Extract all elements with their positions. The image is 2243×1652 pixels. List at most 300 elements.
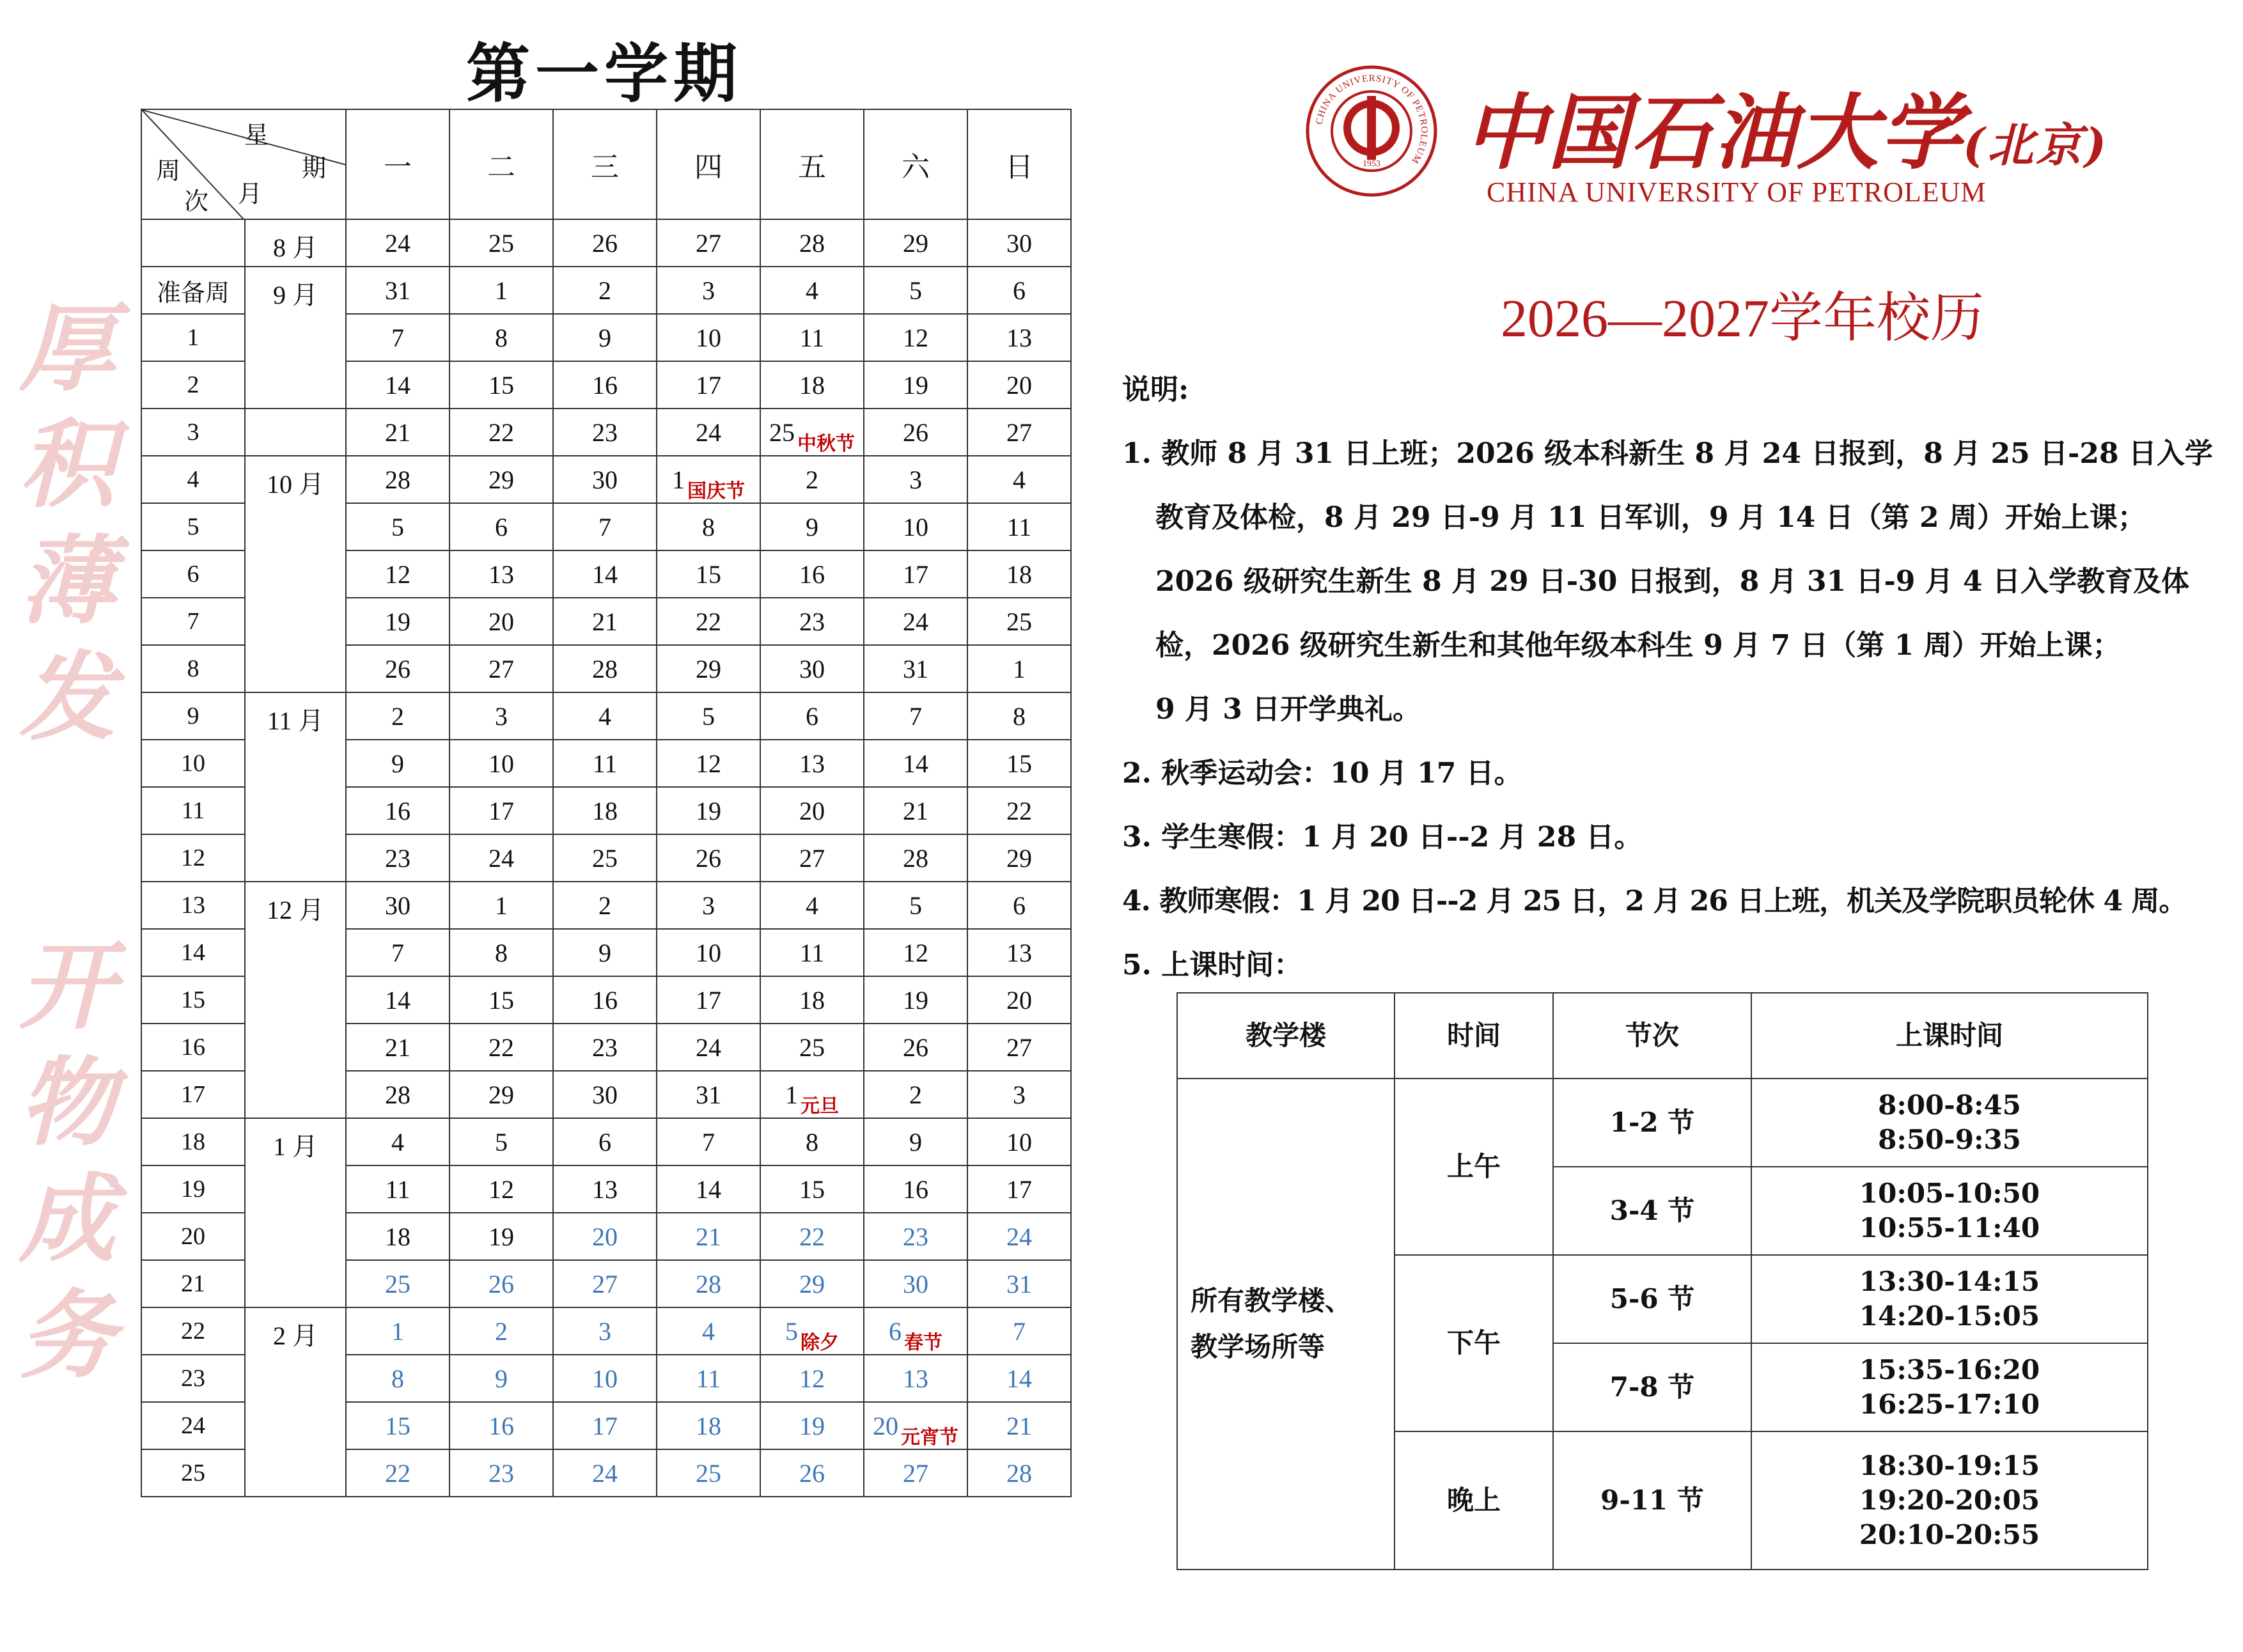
day-cell [657,929,760,976]
holiday-label: 春节 [904,1331,942,1354]
day-number: 16 [592,370,618,400]
svg-text:CHINA UNIVERSITY OF PETROLEUM: CHINA UNIVERSITY OF PETROLEUM [1314,73,1430,166]
day-number: 26 [799,1458,825,1488]
calendar-row [141,1307,1071,1355]
day-cell [346,1071,449,1118]
day-number: 7 [1013,1316,1026,1346]
day-number: 18 [592,796,618,825]
day-number: 17 [903,559,928,589]
day-number: 28 [385,1080,410,1109]
day-number: 16 [592,985,618,1015]
day-number: 18 [799,985,825,1015]
day-number: 14 [592,559,618,589]
holiday-label: 除夕 [801,1331,839,1354]
day-number: 10 [696,938,721,967]
day-cell [967,929,1071,976]
day-cell [553,882,657,929]
day-number: 25 [1006,607,1032,636]
week-number-cell: 1 [141,314,245,361]
day-number: 5 [785,1316,798,1346]
calendar-row [141,692,1071,740]
day-number: 2 [495,1316,508,1346]
week-number-cell: 25 [141,1449,245,1497]
day-cell [657,1071,760,1118]
day-number: 2 [598,891,611,920]
day-number: 6 [889,1316,902,1346]
day-cell [657,550,760,598]
day-number: 31 [1006,1269,1032,1298]
day-cell [760,314,864,361]
class-schedule-table [1176,992,2148,1570]
day-cell [967,1355,1071,1402]
weekday-header: 二 [449,109,553,219]
time-range: 10:05-10:50 [1859,1178,2040,1209]
day-number: 4 [598,701,611,731]
day-number: 25 [592,843,618,873]
day-number: 26 [385,654,410,683]
day-number: 26 [903,1032,928,1062]
day-number: 17 [696,370,721,400]
day-number: 19 [799,1411,825,1440]
day-number: 1 [495,891,508,920]
day-number: 27 [1006,417,1032,447]
day-cell [449,1260,553,1307]
day-cell [553,267,657,314]
day-cell [449,1071,553,1118]
day-number: 4 [391,1127,404,1157]
day-number: 7 [391,323,404,352]
day-number: 6 [495,512,508,542]
day-cell [864,1071,967,1118]
day-number: 5 [391,512,404,542]
day-number: 25 [488,228,514,258]
day-number: 22 [799,1222,825,1251]
day-cell [553,692,657,740]
day-cell [967,503,1071,550]
day-cell [346,1355,449,1402]
week-number-cell: 18 [141,1118,245,1165]
day-cell [449,1307,553,1355]
day-number: 9 [391,749,404,778]
day-number: 22 [1006,796,1032,825]
day-cell [657,314,760,361]
week-number-cell: 4 [141,456,245,503]
building-line: 教学场所等 [1191,1331,1325,1362]
schedule-period-cell: 下午 [1395,1255,1553,1431]
month-cell: 11 月 [245,692,346,882]
corner-label-xing: 星 [244,121,269,149]
schedule-section-cell: 7-8 节 [1553,1343,1751,1431]
day-cell [346,361,449,409]
week-number-cell: 14 [141,929,245,976]
schedule-section-cell: 3-4 节 [1553,1167,1751,1255]
day-number: 7 [702,1127,715,1157]
day-number: 30 [903,1269,928,1298]
day-number: 12 [488,1174,514,1204]
day-cell [553,645,657,692]
day-cell [346,1024,449,1071]
day-number: 11 [1006,512,1032,542]
day-cell [449,976,553,1024]
day-number: 5 [909,276,922,305]
day-number: 29 [488,1080,514,1109]
day-number: 8 [1013,701,1026,731]
time-range: 20:10-20:55 [1859,1519,2040,1550]
day-cell [864,503,967,550]
day-cell [864,1449,967,1497]
day-cell [449,550,553,598]
note-line: 2026 级研究生新生 8 月 29 日-30 日报到，8 月 31 日-9 月 4 日入学教育及体 [1155,565,2189,598]
week-number-cell: 9 [141,692,245,740]
day-number: 20 [799,796,825,825]
day-cell [760,834,864,882]
day-cell [864,598,967,645]
schedule-section-cell: 9-11 节 [1553,1431,1751,1570]
day-number: 14 [385,370,410,400]
week-number-cell [141,219,245,267]
month-cell: 9 月 [245,267,346,409]
day-cell [553,1165,657,1213]
day-cell [864,409,967,456]
day-number: 1 [495,276,508,305]
day-number: 14 [1006,1364,1032,1393]
svg-text:1953: 1953 [1363,159,1380,169]
day-cell [760,1165,864,1213]
day-cell [346,1260,449,1307]
week-number-cell: 13 [141,882,245,929]
day-cell [967,314,1071,361]
day-cell [760,1449,864,1497]
day-number: 16 [488,1411,514,1440]
day-cell [449,361,553,409]
day-number: 31 [903,654,928,683]
day-number: 19 [903,370,928,400]
day-cell [760,1355,864,1402]
note-line: 1. 教师 8 月 31 日上班；2026 级本科新生 8 月 24 日报到，8 月 25 日-28 日入学 [1122,437,2213,470]
day-number: 21 [385,1032,410,1062]
day-cell [760,929,864,976]
day-cell [967,1213,1071,1260]
day-cell [346,1449,449,1497]
day-cell [864,882,967,929]
day-cell [760,1024,864,1071]
day-number: 21 [385,417,410,447]
day-number: 7 [391,938,404,967]
day-number: 3 [598,1316,611,1346]
day-number: 1 [672,465,685,494]
day-number: 29 [1006,843,1032,873]
day-number: 4 [1013,465,1026,494]
day-cell [553,1071,657,1118]
corner-label-ci: 次 [184,187,209,215]
day-cell [449,787,553,834]
day-number: 23 [903,1222,928,1251]
day-cell [657,1165,760,1213]
time-range: 10:55-11:40 [1859,1212,2040,1243]
day-cell [760,976,864,1024]
day-number: 2 [806,465,818,494]
calendar-row [141,219,1071,267]
day-number: 20 [873,1411,898,1440]
day-cell [449,456,553,503]
week-number-cell: 17 [141,1071,245,1118]
day-cell [864,314,967,361]
day-number: 22 [385,1458,410,1488]
day-number: 1 [1013,654,1026,683]
day-cell [760,503,864,550]
week-number-cell: 3 [141,409,245,456]
day-cell [657,1024,760,1071]
day-number: 13 [592,1174,618,1204]
day-number: 26 [696,843,721,873]
day-cell [967,1449,1071,1497]
month-cell: 1 月 [245,1118,346,1307]
calendar-row [141,456,1071,503]
week-number-cell: 19 [141,1165,245,1213]
day-cell [553,1307,657,1355]
day-cell [346,976,449,1024]
day-cell [864,740,967,787]
day-number: 30 [1006,228,1032,258]
day-number: 11 [592,749,618,778]
day-number: 20 [592,1222,618,1251]
day-number: 26 [592,228,618,258]
day-number: 29 [903,228,928,258]
weekday-header: 五 [760,109,864,219]
weekday-header: 三 [553,109,657,219]
week-number-cell: 23 [141,1355,245,1402]
day-cell [553,787,657,834]
day-number: 13 [799,749,825,778]
schedule-period-cell: 晚上 [1395,1431,1553,1570]
day-cell [760,409,864,456]
watermark-char: 厚 [19,292,115,405]
day-cell [760,598,864,645]
day-cell [864,1307,967,1355]
day-cell [346,1118,449,1165]
week-number-cell: 21 [141,1260,245,1307]
day-number: 16 [799,559,825,589]
day-cell [760,1071,864,1118]
day-cell [967,219,1071,267]
day-number: 13 [1006,323,1032,352]
day-number: 24 [1006,1222,1032,1251]
day-cell [553,834,657,882]
day-cell [553,550,657,598]
day-number: 31 [696,1080,721,1109]
day-cell [760,361,864,409]
schedule-time-cell [1751,1167,2148,1255]
day-number: 24 [903,607,928,636]
day-cell [553,456,657,503]
day-number: 16 [903,1174,928,1204]
day-number: 17 [488,796,514,825]
day-number: 2 [391,701,404,731]
week-number-cell: 7 [141,598,245,645]
note-line: 5. 上课时间： [1122,949,1302,981]
watermark-char: 开 [19,930,115,1043]
day-number: 9 [495,1364,508,1393]
schedule-building-cell [1177,1079,1395,1570]
day-cell [657,692,760,740]
day-cell [967,409,1071,456]
day-number: 23 [385,843,410,873]
time-range: 8:00-8:45 [1878,1089,2021,1121]
day-number: 13 [1006,938,1032,967]
day-number: 23 [799,607,825,636]
day-cell [864,645,967,692]
calendar-row [141,1118,1071,1165]
day-cell [346,692,449,740]
day-cell [760,692,864,740]
time-range: 14:20-15:05 [1859,1300,2040,1332]
day-cell [760,645,864,692]
day-cell [657,1449,760,1497]
holiday-label: 国庆节 [687,479,745,503]
day-cell [864,834,967,882]
day-number: 22 [488,1032,514,1062]
week-number-cell: 12 [141,834,245,882]
day-number: 3 [702,891,715,920]
day-number: 21 [903,796,928,825]
day-number: 8 [806,1127,818,1157]
day-cell [760,787,864,834]
note-line: 9 月 3 日开学典礼。 [1155,693,1421,726]
day-number: 25 [385,1269,410,1298]
day-cell [346,314,449,361]
day-cell [346,929,449,976]
day-cell [967,550,1071,598]
day-cell [449,929,553,976]
header-corner-cell [141,109,346,219]
day-number: 6 [1013,276,1026,305]
day-number: 22 [696,607,721,636]
day-cell [657,1118,760,1165]
day-number: 27 [903,1458,928,1488]
day-cell [864,1165,967,1213]
day-cell [346,267,449,314]
day-cell [553,409,657,456]
day-cell [967,834,1071,882]
day-number: 16 [385,796,410,825]
day-number: 18 [1006,559,1032,589]
university-name-en: CHINA UNIVERSITY OF PETROLEUM [1487,176,1987,208]
day-number: 1 [391,1316,404,1346]
day-cell [864,361,967,409]
day-number: 24 [488,843,514,873]
day-cell [449,267,553,314]
day-number: 30 [592,1080,618,1109]
day-number: 23 [488,1458,514,1488]
day-cell [760,740,864,787]
day-cell [449,219,553,267]
day-cell [346,1165,449,1213]
day-number: 14 [696,1174,721,1204]
schedule-time-cell [1751,1343,2148,1431]
week-number-cell: 22 [141,1307,245,1355]
day-cell [864,1024,967,1071]
day-cell [553,976,657,1024]
calendar-row [141,267,1071,314]
day-number: 10 [1006,1127,1032,1157]
day-cell [346,740,449,787]
time-range: 19:20-20:05 [1859,1484,2040,1516]
day-cell [346,219,449,267]
day-cell [657,1260,760,1307]
schedule-header: 上课时间 [1751,993,2148,1079]
day-cell [760,1402,864,1449]
day-number: 26 [903,417,928,447]
day-cell [967,1071,1071,1118]
note-line: 检，2026 级研究生新生和其他年级本科生 9 月 7 日（第 1 周）开始上课； [1155,629,2121,662]
calendar-title: 2026—2027学年校历 [1500,289,1984,348]
day-cell [346,1307,449,1355]
week-number-cell: 8 [141,645,245,692]
schedule-header: 时间 [1395,993,1553,1079]
month-cell: 10 月 [245,456,346,692]
month-cell: 8 月 [245,219,346,267]
day-cell [449,409,553,456]
day-number: 26 [488,1269,514,1298]
university-name-cn [1464,67,2109,185]
holiday-label: 元旦 [801,1095,839,1118]
day-cell [553,361,657,409]
day-cell [346,834,449,882]
day-number: 12 [696,749,721,778]
semester-calendar-table [141,109,1072,1497]
university-name-campus: (北京) [1963,118,2109,172]
day-number: 28 [799,228,825,258]
week-number-cell: 15 [141,976,245,1024]
day-cell [553,503,657,550]
university-name-main: 中国石油大学 [1464,85,1964,181]
day-number: 3 [702,276,715,305]
day-cell [760,267,864,314]
day-number: 27 [488,654,514,683]
day-number: 11 [799,323,825,352]
day-cell [864,219,967,267]
day-cell [967,456,1071,503]
time-range: 18:30-19:15 [1859,1450,2040,1481]
day-cell [346,503,449,550]
day-number: 11 [696,1364,721,1393]
day-cell [967,692,1071,740]
day-number: 15 [488,985,514,1015]
day-number: 6 [806,701,818,731]
day-number: 25 [799,1032,825,1062]
day-number: 19 [696,796,721,825]
day-cell [346,1213,449,1260]
university-emblem-icon [1304,64,1439,198]
day-number: 18 [799,370,825,400]
day-cell [760,550,864,598]
day-number: 7 [909,701,922,731]
day-number: 5 [495,1127,508,1157]
day-cell [449,645,553,692]
week-number-cell: 10 [141,740,245,787]
day-cell [967,787,1071,834]
day-cell [553,1260,657,1307]
day-number: 29 [799,1269,825,1298]
day-number: 12 [799,1364,825,1393]
holiday-label: 中秋节 [797,432,855,455]
day-number: 22 [488,417,514,447]
day-number: 8 [391,1364,404,1393]
day-cell [864,976,967,1024]
day-cell [553,598,657,645]
notes-section [1122,358,2235,997]
day-number: 9 [598,323,611,352]
